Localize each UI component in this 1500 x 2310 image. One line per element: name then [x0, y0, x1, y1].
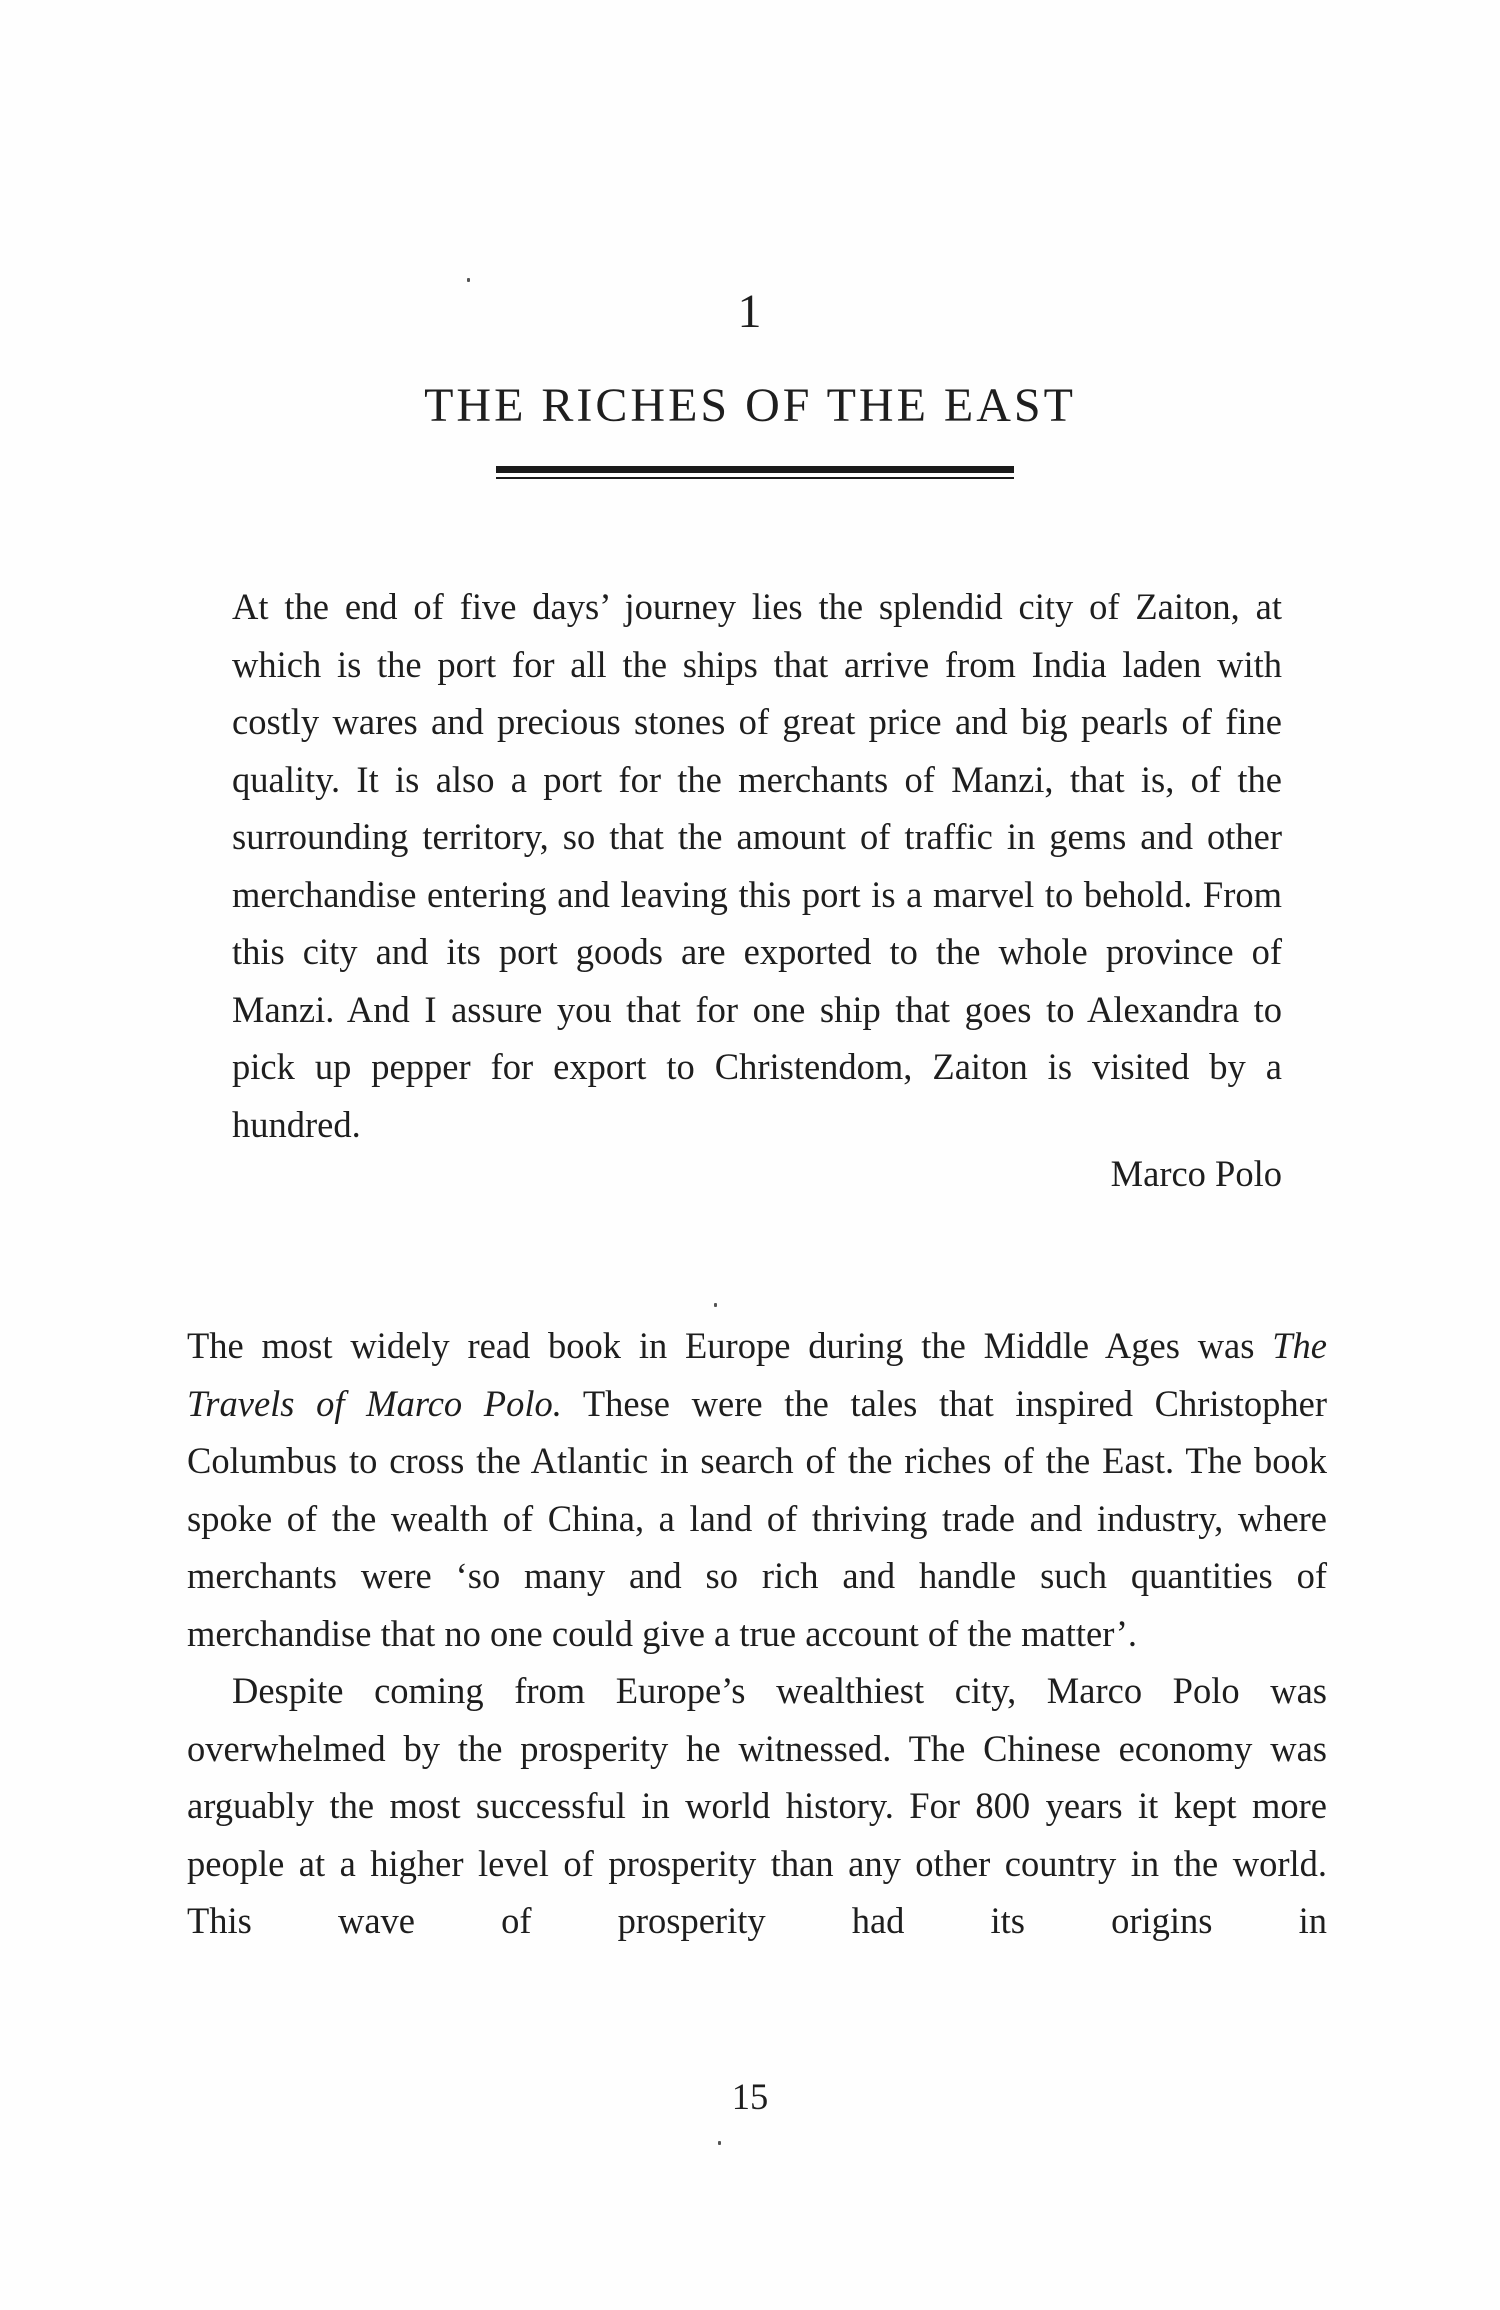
page-number: 15	[731, 2076, 769, 2117]
body-paragraph-2: Despite coming from Europe’s wealthiest city, Marco Polo was overwhelmed by the prosperity he witnessed. The Chinese economy was arguably the most successful in world history. For 800 years it kept more people at a higher level of prosperity than any other country in the world. This wave of prosperity had its origins in	[187, 1670, 1327, 1941]
epigraph-attribution: Marco Polo	[1110, 1153, 1282, 1194]
chapter-title: THE RICHES OF THE EAST	[424, 379, 1076, 432]
paragraph-1-lead: The most widely read book in Europe during the Middle Ages was	[187, 1325, 1273, 1366]
chapter-number: 1	[737, 285, 763, 338]
body-paragraph-1	[187, 1317, 1327, 1662]
body-text	[187, 1317, 1327, 1950]
title-rule-thick	[496, 466, 1014, 473]
title-rule-thin	[496, 477, 1014, 479]
print-speck	[718, 2141, 721, 2145]
book-title-italic: The Travels of Marco Polo.	[187, 1325, 1327, 1424]
paragraph-1-rest: These were the tales that inspired Christopher Columbus to cross the Atlantic in search of the riches of the East. The book spoke of the wealth of China, a land of thriving trade and industry, where merchants were ‘so many and so rich and handle such quantities of merchandise that no one could give a true account of the matter’.	[187, 1382, 1327, 1654]
print-speck	[714, 1303, 717, 1307]
print-speck	[467, 278, 470, 282]
epigraph-text: At the end of five days’ journey lies the splendid city of Zaiton, at which is the port for all the ships that arrive from India laden with costly wares and precious stones of great price and big pearls of fine quality. It is also a port for the merchants of Manzi, that is, of the surrounding territory, so that the amount of traffic in gems and other merchandise entering and leaving this port is a marvel to behold. From this city and its port goods are exported to the whole province of Manzi. And I assure you that for one ship that goes to Alexandra to pick up pepper for export to Christendom, Zaiton is visited by a hundred.	[232, 586, 1282, 1145]
epigraph-quote	[232, 578, 1282, 1153]
